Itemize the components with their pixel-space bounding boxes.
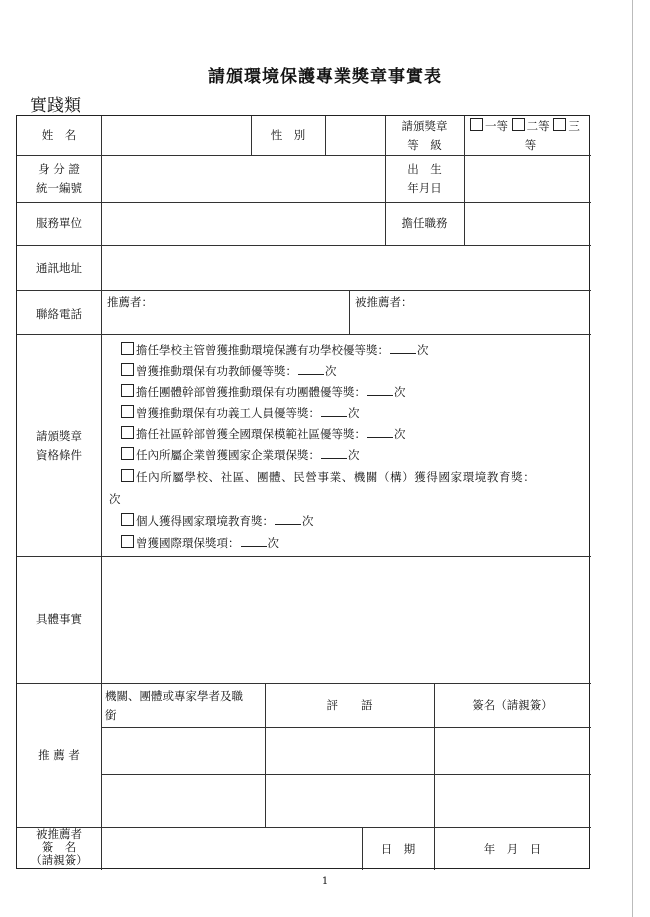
- page-number: 1: [321, 876, 329, 887]
- row-line: [17, 334, 591, 335]
- column-line: [325, 116, 326, 155]
- condition-item: 擔任學校主管曾獲推動環境保護有功學校優等獎： 次: [121, 341, 429, 359]
- label-birth-date: 出 生 年月日: [407, 162, 442, 195]
- condition-checkbox[interactable]: [121, 384, 134, 397]
- row-line: [101, 774, 591, 775]
- label-position: 擔任職務: [401, 216, 448, 230]
- label-address: 通訊地址: [36, 261, 82, 275]
- condition-item: 個人獲得國家環境教育獎： 次: [121, 512, 314, 530]
- grade-1-checkbox[interactable]: [470, 118, 483, 131]
- label-name: 姓 名: [41, 128, 77, 142]
- condition-checkbox[interactable]: [121, 513, 134, 526]
- condition-checkbox[interactable]: [121, 469, 134, 482]
- form-table: [16, 115, 590, 869]
- label-phone: 聯絡電話: [36, 307, 82, 321]
- condition-item-continued: 次: [109, 492, 121, 506]
- grade-3-checkbox[interactable]: [553, 118, 566, 131]
- condition-checkbox[interactable]: [121, 342, 134, 355]
- condition-checkbox[interactable]: [121, 535, 134, 548]
- row-line: [17, 202, 591, 203]
- column-line: [349, 290, 350, 334]
- label-criteria: 請頒獎章 資格條件: [36, 429, 82, 462]
- condition-checkbox[interactable]: [121, 363, 134, 376]
- date-value: 年 月 日: [483, 842, 542, 856]
- header-signature: 簽名（請親簽）: [472, 698, 553, 712]
- page-edge-line: [632, 0, 633, 917]
- row-line: [17, 290, 591, 291]
- row-line: [17, 683, 591, 684]
- row-line: [101, 727, 591, 728]
- grade-2-checkbox[interactable]: [512, 118, 525, 131]
- row-line: [17, 556, 591, 557]
- label-date: 日 期: [380, 842, 416, 856]
- recommender-phone-label: 推薦者：: [107, 295, 153, 309]
- condition-item: 擔任團體幹部曾獲推動環保有功團體優等獎： 次: [121, 383, 406, 401]
- form-title: 請頒環境保護專業獎章事實表: [208, 67, 442, 87]
- label-gender: 性 別: [270, 128, 306, 142]
- row-line: [17, 155, 591, 156]
- condition-item: 曾獲推動環保有功義工人員優等獎： 次: [121, 404, 360, 422]
- column-line: [464, 116, 465, 245]
- row-line: [17, 245, 591, 246]
- header-comment: 評 語: [326, 698, 373, 712]
- condition-item: 任內所屬學校、社區、團體、民營事業、機關（構）獲得國家環境教育獎：: [121, 468, 535, 486]
- condition-checkbox[interactable]: [121, 447, 134, 460]
- nominee-phone-label: 被推薦者：: [355, 295, 413, 309]
- condition-item: 任內所屬企業曾獲國家企業環保獎： 次: [121, 446, 360, 464]
- grade-options: 一等 二等 三 等: [470, 117, 591, 155]
- column-line: [101, 116, 102, 870]
- condition-item: 曾獲國際環保獎項： 次: [121, 534, 279, 552]
- condition-item: 擔任社區幹部曾獲全國環保模範社區優等獎： 次: [121, 425, 406, 443]
- row-line: [17, 827, 591, 828]
- label-nominee-signature: 被推薦者 簽 名 （請親簽）: [30, 827, 88, 867]
- condition-checkbox[interactable]: [121, 405, 134, 418]
- label-medal-grade: 請頒獎章 等 級: [401, 119, 448, 152]
- label-facts: 具體事實: [36, 612, 82, 626]
- condition-item: 曾獲推動環保有功教師優等獎： 次: [121, 362, 337, 380]
- form-subtitle: 實踐類: [30, 96, 81, 116]
- label-workplace: 服務單位: [36, 216, 82, 230]
- label-recommenders: 推 薦 者: [38, 748, 80, 762]
- label-id-number: 身 分 證 統一編號: [36, 162, 82, 195]
- header-org-title: 機關、團體或專家學者及職 銜: [105, 689, 243, 722]
- condition-checkbox[interactable]: [121, 426, 134, 439]
